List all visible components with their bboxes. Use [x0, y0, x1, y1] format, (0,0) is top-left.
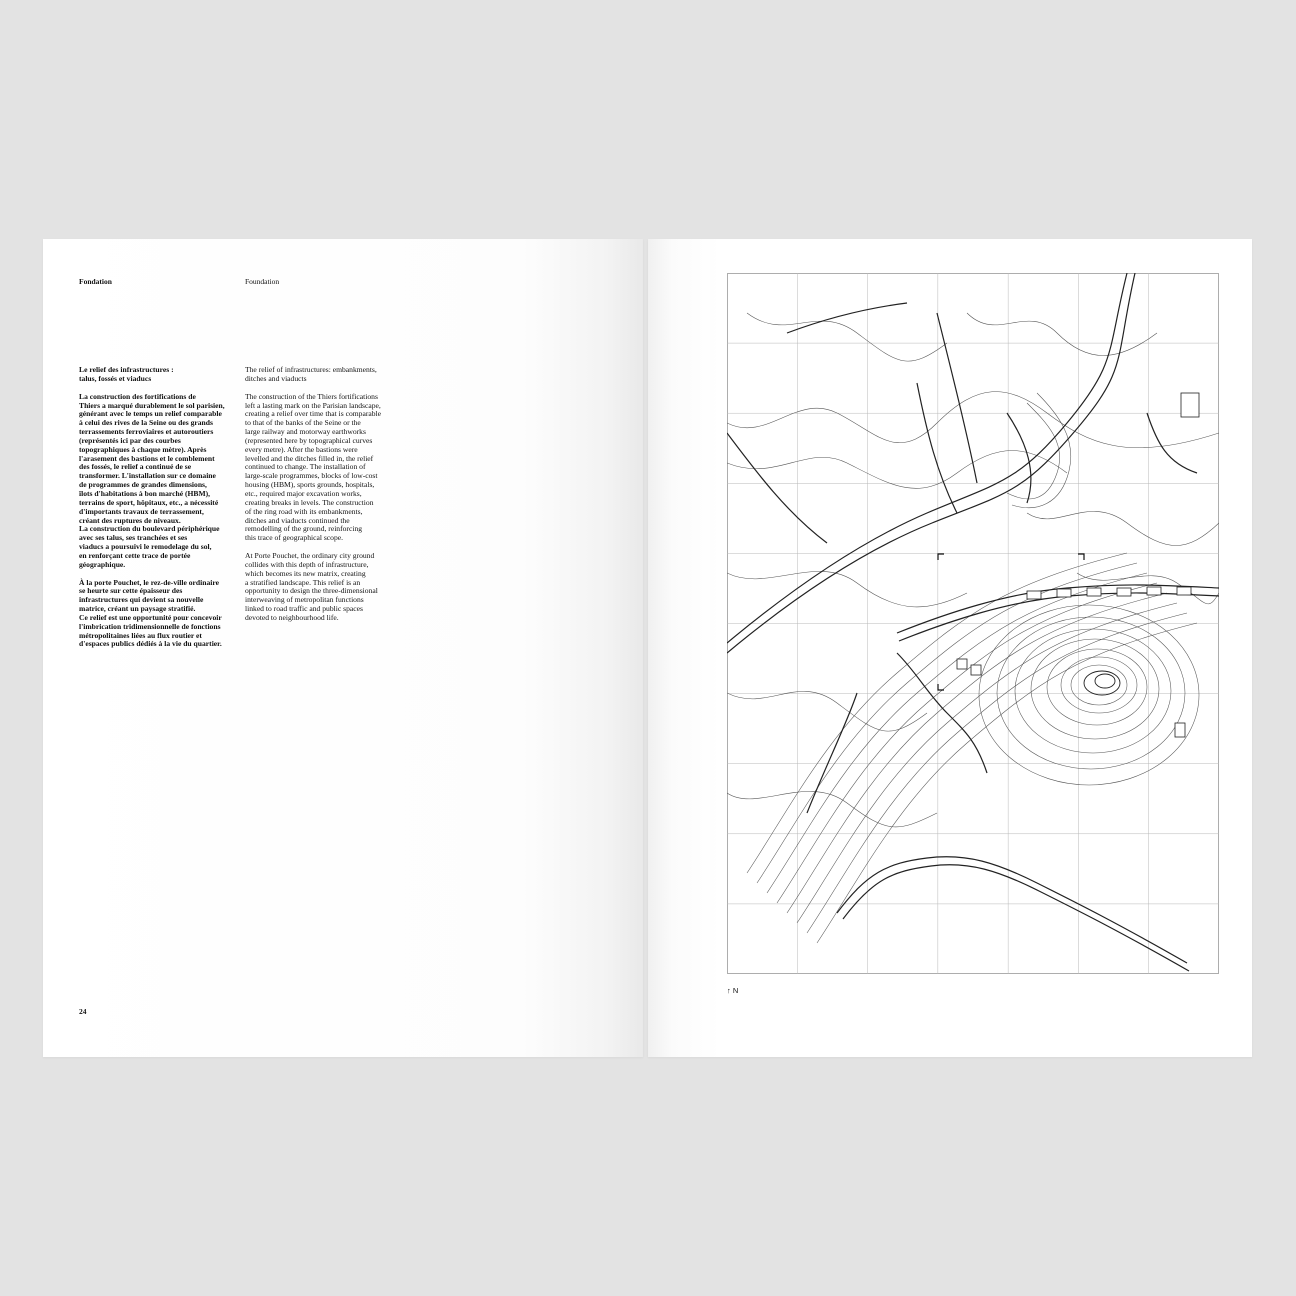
paragraph-fr-1: La construction des fortifications de Thiers a marqué durablement le sol parisien, générant avec le temps un relief comparable à celui des rives de la Seine ou des grands terrassements ferroviaires et autoroutiers (représentés ici par des courbes topographiques à chaque mètre). Après l'arasement des bastions et le comblement des fossés, le relief a continué de se transformer. L'installation sur ce domaine de programmes de grandes dimensions, îlots d'habitations à bon marché (HBM), terrains de sport, hôpitaux, etc., a nécessité d'importants travaux de terrassement, créant des ruptures de niveaux. La construction du boulevard périphérique avec ses talus, ses tranchées et ses viaducs a poursuivi le remodelage du sol, en renforçant cette trace de portée géographique.: [79, 391, 225, 569]
french-text-column: [79, 366, 239, 658]
paragraph-en-1: The construction of the Thiers fortifications left a lasting mark on the Parisian landscape, creating a relief over time that is comparable to that of the banks of the Seine or the large railway and motorway earthworks (represented here by topographical curves every metre). After the bastions were levelled and the ditches filled in, the relief continued to change. The installation of large-scale programmes, blocks of low-cost housing (HBM), sports grounds, hospitals, etc., required major excavation works, creating breaks in levels. The construction of the ring road with its embankments, ditches and viaducts continued the remodelling of the ground, reinforcing this trace of geographical scope.: [245, 391, 381, 543]
north-indicator: ↑ N: [727, 986, 739, 995]
section-heading-fr: Le relief des infrastructures : talus, fossés et viaducs: [79, 365, 174, 383]
running-head-en: Foundation: [245, 277, 280, 286]
left-page: [43, 239, 643, 1057]
english-text-column: [245, 366, 405, 632]
section-heading-en: The relief of infrastructures: embankments, ditches and viaducts: [245, 365, 377, 383]
paragraph-fr-2: À la porte Pouchet, le rez-de-ville ordinaire se heurte sur cette épaisseur des infrastructures qui devient sa nouvelle matrice, créant un paysage stratifié. Ce relief est une opportunité pour concevoir l'imbrication tridimensionnelle de fonctions métropolitaines liées au flux routier et d'espaces publics dédiés à la vie du quartier.: [79, 577, 222, 649]
topographic-map: [727, 273, 1219, 974]
topographic-contour-map-icon: [727, 273, 1219, 974]
paragraph-en-2: At Porte Pouchet, the ordinary city ground collides with this depth of infrastructure, which becomes its new matrix, creating a stratified landscape. This relief is an opportunity to design the three-dimensional interweaving of metropolitan functions linked to road traffic and public spaces devoted to neighbourhood life.: [245, 551, 378, 622]
right-page: [648, 239, 1252, 1057]
page-number: 24: [79, 1007, 87, 1016]
running-head-fr: Fondation: [79, 277, 112, 286]
